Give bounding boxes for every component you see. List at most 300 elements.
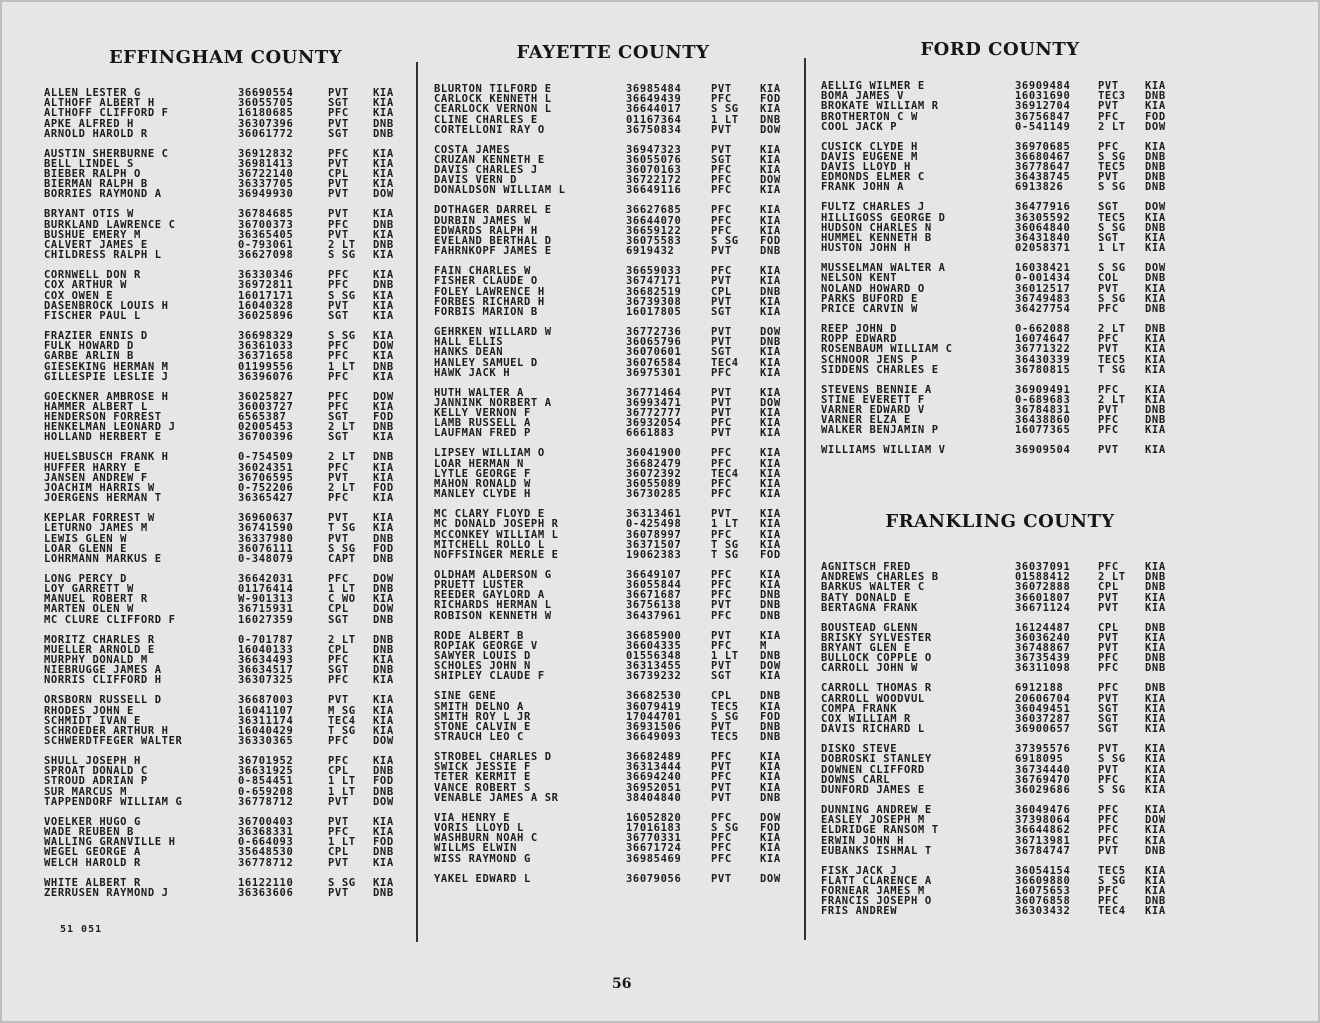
roster-status: KIA xyxy=(1145,353,1166,366)
roster-serial: 16038421 xyxy=(1015,262,1071,275)
roster-serial: 36771464 xyxy=(626,386,682,399)
roster-row xyxy=(38,554,413,564)
roster-status: KIA xyxy=(760,265,781,278)
roster-serial: 17044701 xyxy=(626,710,682,723)
roster-name: ARNOLD HAROLD R xyxy=(44,127,148,140)
entry-group xyxy=(815,683,1185,734)
roster-status: KIA xyxy=(1145,383,1166,396)
roster-rank: PFC xyxy=(1098,662,1119,675)
roster-row xyxy=(428,125,798,135)
roster-status: KIA xyxy=(1145,702,1166,715)
roster-serial: 36627098 xyxy=(238,249,294,262)
roster-status: KIA xyxy=(760,83,781,95)
roster-rank: 1 LT xyxy=(711,113,739,126)
roster-serial: 0-348079 xyxy=(238,552,294,565)
entry-group xyxy=(428,145,798,196)
roster-serial: 36750834 xyxy=(626,123,682,136)
roster-row xyxy=(428,347,798,357)
entry-group xyxy=(815,81,1185,132)
roster-serial: 36055844 xyxy=(626,579,682,592)
roster-status: FOD xyxy=(760,710,781,723)
roster-name: LOAR HERMAN N xyxy=(434,457,524,470)
entry-group xyxy=(428,570,798,621)
roster-serial: 36311098 xyxy=(1015,662,1071,675)
roster-status: KIA xyxy=(760,164,781,177)
roster-status: DNB xyxy=(1145,652,1166,665)
roster-name: WHITE ALBERT R xyxy=(44,876,141,889)
roster-serial: 36649116 xyxy=(626,184,682,197)
roster-rank: S SG xyxy=(328,289,356,302)
roster-serial: 36649093 xyxy=(626,731,682,744)
roster-rank: PVT xyxy=(328,471,349,484)
roster-rank: PVT xyxy=(328,188,349,201)
roster-name: LOAR GLENN E xyxy=(44,542,128,555)
roster-rank: PVT xyxy=(711,660,732,673)
roster-rank: SGT xyxy=(328,431,349,444)
roster-rank: S SG xyxy=(328,542,356,555)
roster-name: ROSENBAUM WILLIAM C xyxy=(821,343,953,356)
roster-serial: 36715931 xyxy=(238,603,294,616)
roster-rank: S SG xyxy=(328,249,356,262)
roster-status: KIA xyxy=(760,568,781,581)
roster-name: RHODES JOHN E xyxy=(44,704,134,717)
roster-name: LOHRMANN MARKUS E xyxy=(44,552,162,565)
roster-status: DNB xyxy=(760,731,781,744)
roster-serial: 01176414 xyxy=(238,583,294,596)
entry-group xyxy=(428,631,798,682)
roster-name: CORTELLONI RAY O xyxy=(434,123,545,136)
roster-serial: 36700396 xyxy=(238,431,294,444)
roster-rank: 2 LT xyxy=(1098,322,1126,335)
roster-rank: PFC xyxy=(328,279,349,292)
roster-rank: PFC xyxy=(1098,140,1119,153)
roster-name: TAPPENDORF WILLIAM G xyxy=(44,795,183,808)
roster-name: GILLESPIE LESLIE J xyxy=(44,370,169,383)
roster-serial: 36694240 xyxy=(626,771,682,784)
roster-serial: 36722172 xyxy=(626,174,682,187)
roster-name: REEP JOHN D xyxy=(821,322,898,335)
roster-serial: 36909484 xyxy=(1015,80,1071,92)
roster-name: FISK JACK J xyxy=(821,864,898,877)
roster-name: PRUETT LUSTER xyxy=(434,579,524,592)
entry-group xyxy=(38,149,413,200)
roster-rank: T SG xyxy=(328,522,356,535)
roster-name: COMPA FRANK xyxy=(821,702,898,715)
roster-status: KIA xyxy=(1145,601,1166,614)
roster-status: DOW xyxy=(760,811,781,824)
roster-serial: 36070601 xyxy=(626,346,682,359)
roster-name: DAVIS CHARLES J xyxy=(434,164,538,177)
roster-serial: 36909491 xyxy=(1015,383,1071,396)
roster-rank: PVT xyxy=(711,143,732,156)
roster-status: KIA xyxy=(373,309,394,322)
roster-name: APKE ALFRED H xyxy=(44,117,134,130)
roster-rank: PFC xyxy=(711,477,732,490)
roster-status: DNB xyxy=(1145,150,1166,163)
roster-status: KIA xyxy=(760,670,781,683)
roster-status: DNB xyxy=(1145,571,1166,584)
roster-status: DOW xyxy=(760,872,781,885)
roster-serial: 36438860 xyxy=(1015,414,1071,427)
roster-name: HANKS DEAN xyxy=(434,346,504,359)
roster-name: BOUSTEAD GLENN xyxy=(821,621,918,634)
roster-serial: 0-664093 xyxy=(238,836,294,849)
roster-status: DNB xyxy=(373,664,394,677)
entry-group xyxy=(38,878,413,898)
roster-name: PARKS BUFORD E xyxy=(821,292,918,305)
roster-row xyxy=(815,122,1185,132)
roster-name: BORRIES RAYMOND A xyxy=(44,188,162,201)
roster-rank: PFC xyxy=(328,400,349,413)
roster-status: KIA xyxy=(760,143,781,156)
roster-rank: 1 LT xyxy=(328,836,356,849)
roster-rank: TEC5 xyxy=(711,700,739,713)
roster-name: FULK HOWARD D xyxy=(44,340,134,353)
roster-rank: CPL xyxy=(328,765,349,778)
roster-serial: 20606704 xyxy=(1015,692,1071,705)
roster-serial: 36337980 xyxy=(238,532,294,545)
roster-name: LAUFMAN FRED P xyxy=(434,427,531,440)
entry-group xyxy=(38,574,413,625)
roster-row xyxy=(815,365,1185,375)
roster-serial: 36909504 xyxy=(1015,444,1071,457)
roster-name: DAVIS EUGENE M xyxy=(821,150,918,163)
roster-status: DOW xyxy=(1145,120,1166,133)
roster-name: GIESEKING HERMAN M xyxy=(44,360,169,373)
roster-serial: 16040429 xyxy=(238,724,294,737)
roster-serial: 6913826 xyxy=(1015,181,1064,194)
roster-status: KIA xyxy=(373,87,394,99)
roster-name: EVELAND BERTHAL D xyxy=(434,235,552,248)
roster-rank: PVT xyxy=(328,694,349,707)
roster-serial: 36079056 xyxy=(626,872,682,885)
roster-name: GARBE ARLIN B xyxy=(44,350,134,363)
roster-status: DNB xyxy=(760,599,781,612)
roster-rank: 2 LT xyxy=(328,239,356,252)
roster-name: HANLEY SAMUEL D xyxy=(434,356,538,369)
roster-row xyxy=(38,675,413,685)
roster-serial: 36644070 xyxy=(626,214,682,227)
roster-rank: TEC4 xyxy=(1098,905,1126,918)
roster-rank: PFC xyxy=(711,174,732,187)
roster-rank: PVT xyxy=(711,396,732,409)
roster-rank: PFC xyxy=(1098,333,1119,346)
roster-rank: PVT xyxy=(1098,100,1119,113)
roster-serial: 16017805 xyxy=(626,305,682,318)
roster-serial: 0-854451 xyxy=(238,775,294,788)
roster-serial: 36772777 xyxy=(626,407,682,420)
roster-rank: PFC xyxy=(711,417,732,430)
roster-serial: 36912832 xyxy=(238,147,294,160)
roster-serial: 36993471 xyxy=(626,396,682,409)
roster-rank: M SG xyxy=(328,704,356,717)
entry-group xyxy=(815,385,1185,436)
page-number: 56 xyxy=(612,976,632,992)
roster-rank: S SG xyxy=(1098,292,1126,305)
roster-rank: T SG xyxy=(1098,363,1126,376)
roster-serial: 35648530 xyxy=(238,846,294,859)
roster-name: AELLIG WILMER E xyxy=(821,80,925,92)
roster-rank: SGT xyxy=(711,305,732,318)
roster-name: MC DONALD JOSEPH R xyxy=(434,518,559,531)
entry-group xyxy=(815,445,1185,455)
roster-rank: 2 LT xyxy=(328,633,356,646)
roster-status: KIA xyxy=(373,856,394,869)
roster-serial: 36975301 xyxy=(626,366,682,379)
roster-name: EASLEY JOSEPH M xyxy=(821,814,925,827)
roster-serial: 16077365 xyxy=(1015,424,1071,437)
roster-serial: 36024351 xyxy=(238,461,294,474)
roster-serial: 36931506 xyxy=(626,720,682,733)
roster-rank: PFC xyxy=(711,852,732,865)
roster-status: KIA xyxy=(760,103,781,116)
entry-group xyxy=(38,756,413,807)
roster-serial: 36784747 xyxy=(1015,844,1071,857)
roster-name: MCCONKEY WILLIAM L xyxy=(434,528,559,541)
roster-name: VARNER ELZA E xyxy=(821,414,911,427)
roster-serial: 36437961 xyxy=(626,609,682,622)
roster-name: HUMMEL KENNETH B xyxy=(821,232,932,245)
roster-serial: 36037287 xyxy=(1015,713,1071,726)
roster-rank: S SG xyxy=(1098,221,1126,234)
roster-rank: PFC xyxy=(711,579,732,592)
roster-status: DNB xyxy=(373,117,394,130)
roster-rank: PFC xyxy=(1098,773,1119,786)
roster-serial: 36659122 xyxy=(626,224,682,237)
roster-rank: S SG xyxy=(1098,262,1126,275)
roster-name: FORNEAR JAMES M xyxy=(821,885,925,898)
roster-name: ALTHOFF CLIFFORD F xyxy=(44,107,169,120)
roster-status: DNB xyxy=(373,218,394,231)
roster-rank: PFC xyxy=(711,488,732,501)
roster-name: RICHARDS HERMAN L xyxy=(434,599,552,612)
roster-status: KIA xyxy=(1145,333,1166,346)
roster-status: KIA xyxy=(373,704,394,717)
roster-serial: 36700403 xyxy=(238,815,294,828)
roster-name: DOBROSKI STANLEY xyxy=(821,753,932,766)
roster-rank: SGT xyxy=(328,127,349,140)
roster-name: CARROLL JOHN W xyxy=(821,662,918,675)
roster-serial: 16052820 xyxy=(626,811,682,824)
roster-status: KIA xyxy=(373,461,394,474)
roster-serial: 36770331 xyxy=(626,832,682,845)
roster-serial: 36671724 xyxy=(626,842,682,855)
roster-row xyxy=(428,185,798,195)
roster-serial: 36337705 xyxy=(238,178,294,191)
roster-name: VIA HENRY E xyxy=(434,811,511,824)
roster-row xyxy=(38,615,413,625)
roster-rank: PFC xyxy=(328,218,349,231)
roster-row xyxy=(428,550,798,560)
roster-rank: PFC xyxy=(711,639,732,652)
roster-name: WASHBURN NOAH C xyxy=(434,832,538,845)
roster-serial: 36772736 xyxy=(626,325,682,338)
roster-rank: PFC xyxy=(328,653,349,666)
roster-status: DNB xyxy=(1145,90,1166,103)
roster-name: PRICE CARVIN W xyxy=(821,302,918,315)
roster-serial: 36949930 xyxy=(238,188,294,201)
roster-rank: PVT xyxy=(1098,343,1119,356)
roster-row xyxy=(428,691,798,701)
roster-serial: 36365427 xyxy=(238,492,294,505)
roster-name: DOWNS CARL xyxy=(821,773,891,786)
roster-serial: 36682489 xyxy=(626,751,682,764)
roster-serial: 36072888 xyxy=(1015,581,1071,594)
roster-status: DNB xyxy=(1145,161,1166,174)
roster-serial: 36912704 xyxy=(1015,100,1071,113)
roster-rank: PVT xyxy=(711,275,732,288)
entry-group xyxy=(38,209,413,260)
roster-rank: PVT xyxy=(1098,404,1119,417)
roster-name: DAVIS RICHARD L xyxy=(821,723,925,736)
roster-rank: PFC xyxy=(1098,895,1119,908)
county-title-frankling: FRANKLING COUNTY xyxy=(885,511,1115,532)
roster-status: DNB xyxy=(760,589,781,602)
roster-name: ZERRUSEN RAYMOND J xyxy=(44,886,169,899)
roster-serial: 36012517 xyxy=(1015,282,1071,295)
roster-serial: 36055089 xyxy=(626,477,682,490)
roster-serial: 36601807 xyxy=(1015,591,1071,604)
roster-name: CARROLL THOMAS R xyxy=(821,682,932,695)
roster-name: EDWARDS RALPH H xyxy=(434,224,538,237)
roster-name: NORRIS CLIFFORD H xyxy=(44,674,162,687)
roster-serial: 36690554 xyxy=(238,87,294,99)
roster-name: ELDRIDGE RANSOM T xyxy=(821,824,939,837)
roster-serial: 36778647 xyxy=(1015,161,1071,174)
roster-name: VORIS LLOYD L xyxy=(434,822,524,834)
roster-status: DNB xyxy=(1145,682,1166,695)
roster-name: AGNITSCH FRED xyxy=(821,561,911,573)
roster-rank: PFC xyxy=(1098,652,1119,665)
roster-status: DNB xyxy=(760,113,781,126)
roster-status: KIA xyxy=(760,295,781,308)
roster-status: KIA xyxy=(373,370,394,383)
roster-name: HUSTON JOHN H xyxy=(821,242,911,255)
roster-rank: PVT xyxy=(328,208,349,221)
roster-rank: PFC xyxy=(711,447,732,460)
roster-row xyxy=(815,846,1185,856)
roster-status: FOD xyxy=(760,548,781,561)
roster-rank: PVT xyxy=(711,791,732,804)
roster-serial: 36749483 xyxy=(1015,292,1071,305)
roster-name: WEGEL GEORGE A xyxy=(44,846,141,859)
roster-serial: 36739232 xyxy=(626,670,682,683)
roster-name: HUTH WALTER A xyxy=(434,386,524,399)
roster-row xyxy=(428,519,798,529)
roster-serial: 36747171 xyxy=(626,275,682,288)
roster-serial: 36036240 xyxy=(1015,631,1071,644)
roster-name: BIEBER RALPH O xyxy=(44,168,141,181)
roster-status: KIA xyxy=(760,417,781,430)
roster-rank: TEC5 xyxy=(711,731,739,744)
roster-status: KIA xyxy=(373,350,394,363)
roster-rank: S SG xyxy=(328,329,356,342)
roster-name: DISKO STEVE xyxy=(821,743,898,756)
roster-serial: 6661883 xyxy=(626,427,675,440)
roster-serial: 01588412 xyxy=(1015,571,1071,584)
roster-rank: PVT xyxy=(711,872,732,885)
roster-name: MAHON RONALD W xyxy=(434,477,531,490)
roster-serial: 36055076 xyxy=(626,153,682,166)
roster-name: FORBIS MARION B xyxy=(434,305,538,318)
roster-status: DOW xyxy=(760,660,781,673)
roster-status: KIA xyxy=(760,447,781,460)
roster-rank: CPL xyxy=(711,690,732,703)
roster-status: KIA xyxy=(760,346,781,359)
roster-status: FOD xyxy=(373,481,394,494)
roster-rank: PFC xyxy=(1098,383,1119,396)
roster-name: FAIN CHARLES W xyxy=(434,265,531,278)
roster-serial: 36985469 xyxy=(626,852,682,865)
roster-rank: 1 LT xyxy=(711,649,739,662)
roster-rank: TEC5 xyxy=(1098,353,1126,366)
roster-status: KIA xyxy=(760,700,781,713)
roster-status: DOW xyxy=(760,123,781,136)
roster-name: BURKLAND LAWRENCE C xyxy=(44,218,176,231)
roster-serial: 36041900 xyxy=(626,447,682,460)
roster-rank: PVT xyxy=(1098,631,1119,644)
roster-serial: 36313444 xyxy=(626,761,682,774)
roster-rank: TEC5 xyxy=(1098,161,1126,174)
roster-name: BOMA JAMES V xyxy=(821,90,905,103)
roster-status: KIA xyxy=(760,528,781,541)
roster-rank: PVT xyxy=(711,336,732,349)
roster-status: KIA xyxy=(760,761,781,774)
roster-status: KIA xyxy=(760,477,781,490)
roster-rank: PFC xyxy=(711,609,732,622)
roster-status: KIA xyxy=(373,724,394,737)
roster-rank: PFC xyxy=(328,147,349,160)
roster-status: DOW xyxy=(760,396,781,409)
county-title-ford: FORD COUNTY xyxy=(920,39,1080,60)
roster-rank: PFC xyxy=(711,184,732,197)
roster-serial: 36649439 xyxy=(626,93,682,106)
roster-name: SCHROEDER ARTHUR H xyxy=(44,724,169,737)
roster-name: WALLING GRANVILLE H xyxy=(44,836,176,849)
roster-serial: 36313461 xyxy=(626,508,682,521)
roster-name: NOFFSINGER MERLE E xyxy=(434,548,559,561)
roster-rank: SGT xyxy=(328,309,349,322)
roster-status: KIA xyxy=(1145,834,1166,847)
roster-name: WELCH HAROLD R xyxy=(44,856,141,869)
roster-rank: PFC xyxy=(328,492,349,505)
county-title-fayette: FAYETTE COUNTY xyxy=(516,42,710,63)
roster-rank: SGT xyxy=(1098,232,1119,245)
roster-status: KIA xyxy=(373,97,394,110)
roster-status: KIA xyxy=(1145,885,1166,898)
roster-name: HUELSBUSCH FRANK H xyxy=(44,451,169,464)
roster-serial: 36778712 xyxy=(238,856,294,869)
roster-rank: PVT xyxy=(711,427,732,440)
roster-row xyxy=(38,493,413,503)
roster-rank: SGT xyxy=(328,613,349,626)
roster-status: DNB xyxy=(1145,221,1166,234)
roster-rank: PVT xyxy=(1098,444,1119,457)
roster-serial: 36682530 xyxy=(626,690,682,703)
roster-serial: 36972811 xyxy=(238,279,294,292)
roster-status: KIA xyxy=(1145,140,1166,153)
roster-status: KIA xyxy=(373,714,394,727)
roster-rank: PVT xyxy=(711,245,732,258)
roster-status: FOD xyxy=(373,542,394,555)
roster-rank: PFC xyxy=(711,164,732,177)
roster-status: KIA xyxy=(1145,763,1166,776)
roster-serial: 01556348 xyxy=(626,649,682,662)
roster-name: BLURTON TILFORD E xyxy=(434,83,552,95)
roster-rank: PVT xyxy=(1098,763,1119,776)
roster-serial: 36604335 xyxy=(626,639,682,652)
roster-serial: 36003727 xyxy=(238,400,294,413)
